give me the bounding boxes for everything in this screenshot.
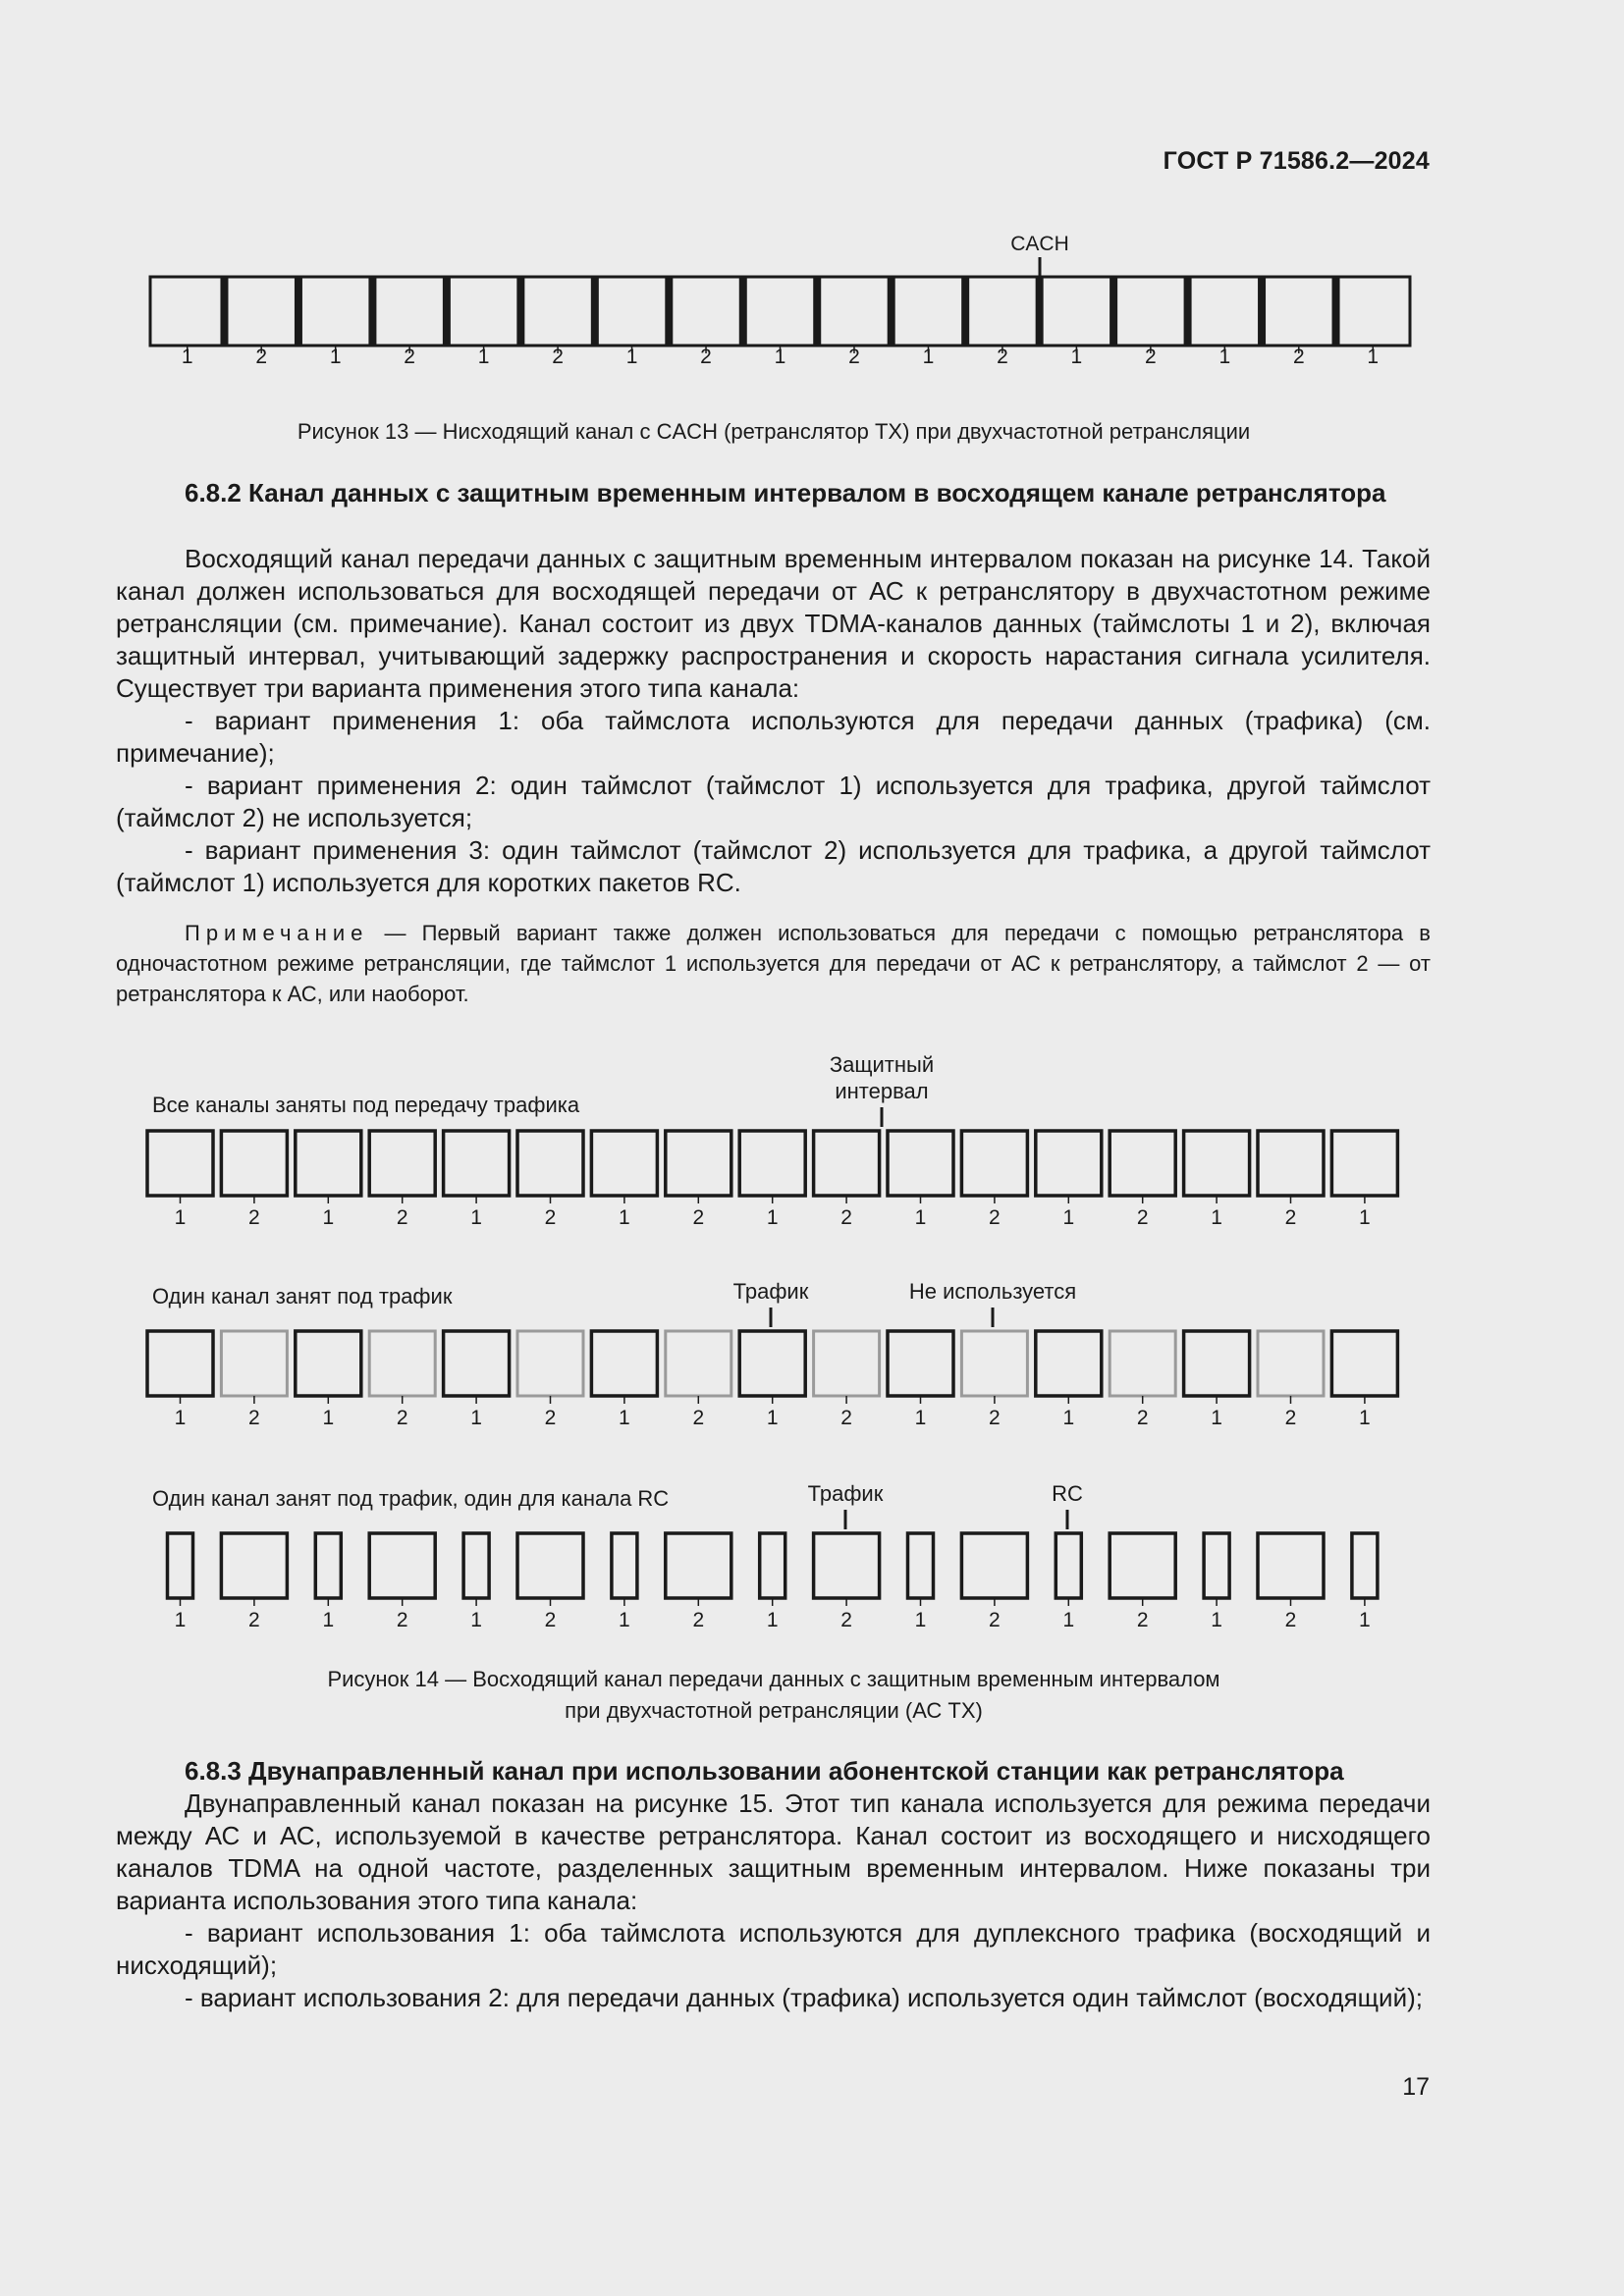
timeslot-box xyxy=(147,1131,213,1196)
slot-number-label: 1 xyxy=(1211,1609,1222,1631)
traffic-label: Трафик xyxy=(807,1481,884,1506)
slot-number-label: 2 xyxy=(692,1206,705,1229)
timeslot-box xyxy=(1258,1131,1324,1196)
timeslot-box xyxy=(1331,1331,1397,1396)
timeslot-box xyxy=(961,1331,1027,1396)
slot-number-label: 1 xyxy=(1359,1407,1371,1429)
slot-number-label: 2 xyxy=(544,1609,557,1631)
slot-number-label: 2 xyxy=(396,1206,408,1229)
list-item: - вариант использования 1: оба таймслота используются для дуплексного трафика (восходящий и нисходящий); xyxy=(116,1918,1431,1980)
slot-number-label: 1 xyxy=(619,1407,630,1429)
guard-interval-label-2: интервал xyxy=(835,1079,929,1103)
slot-number-label: 2 xyxy=(1284,1609,1297,1631)
timeslot-box xyxy=(1110,1131,1175,1196)
timeslot-box xyxy=(739,1131,805,1196)
page-number: 17 xyxy=(1402,2073,1430,2101)
timeslot-box xyxy=(221,1131,287,1196)
slot-number-label: 1 xyxy=(470,1609,482,1631)
section-683-title: 6.8.3 Двунаправленный канал при использовании абонентской станции как ретранслятора xyxy=(185,1756,1344,1786)
slot-number-label: 1 xyxy=(619,1609,630,1631)
slot-number-label: 2 xyxy=(248,1206,260,1229)
figure-14-caption xyxy=(116,1664,1432,1727)
slot-number-label: 2 xyxy=(997,346,1008,368)
slot-number-label: 1 xyxy=(470,1407,482,1429)
timeslot-box xyxy=(961,1131,1027,1196)
slot-number-label: 1 xyxy=(922,346,935,368)
slot-number-label: 2 xyxy=(989,1407,1001,1429)
timeslot-box xyxy=(612,1533,637,1598)
timeslot-box xyxy=(739,1331,805,1396)
frame-divider xyxy=(368,277,376,346)
frame-outline xyxy=(150,277,1410,346)
slot-number-label: 1 xyxy=(322,1407,335,1429)
section-682-title: 6.8.2 Канал данных с защитным временным интервалом в восходящем канале ретранслятора xyxy=(185,478,1386,507)
slot-number-label: 2 xyxy=(255,346,268,368)
timeslot-box xyxy=(888,1131,953,1196)
frame-divider xyxy=(665,277,673,346)
frame-divider xyxy=(220,277,228,346)
timeslot-box xyxy=(591,1131,657,1196)
timeslot-box xyxy=(1352,1533,1378,1598)
timeslot-box xyxy=(814,1533,880,1598)
slot-number-label: 2 xyxy=(989,1609,1001,1631)
timeslot-box xyxy=(760,1533,785,1598)
row3-label: Один канал занят под трафик, один для канала RC xyxy=(152,1486,670,1511)
list-item: - вариант применения 3: один таймслот (таймслот 2) используется для трафика, а другой таймслот (таймслот 1) используется для коротких пакетов RC. xyxy=(116,835,1431,897)
frame-divider xyxy=(1332,277,1340,346)
row1-label: Все каналы заняты под передачу трафика xyxy=(152,1093,580,1117)
frame-divider xyxy=(295,277,302,346)
figure-14-diagram xyxy=(0,1041,1624,1639)
slot-number-label: 1 xyxy=(1070,346,1083,368)
timeslot-box xyxy=(1258,1331,1324,1396)
slot-number-label: 1 xyxy=(766,1609,779,1631)
timeslot-box xyxy=(814,1331,880,1396)
slot-number-label: 1 xyxy=(766,1407,779,1429)
frame-divider xyxy=(1036,277,1044,346)
paragraph: Двунаправленный канал показан на рисунке 15. Этот тип канала используется для режима передачи между АС и АС, используемой в качестве ретранслятора. Канал состоит из восходящего и нисходящего каналов TDMA на одной частоте, разделенных защитным временным интервалом. Ниже показаны три варианта использования этого типа канала: xyxy=(116,1789,1431,1915)
slot-number-label: 2 xyxy=(840,1609,852,1631)
timeslot-box xyxy=(517,1131,583,1196)
list-item: - вариант применения 2: один таймслот (таймслот 1) используется для трафика, другой таймслот (таймслот 2) не используется; xyxy=(116,771,1431,832)
slot-number-label: 1 xyxy=(1211,1407,1222,1429)
slot-number-label: 2 xyxy=(692,1407,705,1429)
timeslot-box xyxy=(1110,1331,1175,1396)
timeslot-box xyxy=(369,1331,435,1396)
slot-number-label: 1 xyxy=(181,346,193,368)
slot-number-label: 1 xyxy=(1218,346,1231,368)
slot-number-label: 1 xyxy=(619,1206,630,1229)
timeslot-box xyxy=(814,1131,880,1196)
figure-13-diagram xyxy=(0,226,1624,373)
frame-divider xyxy=(813,277,821,346)
timeslot-box xyxy=(315,1533,341,1598)
timeslot-box xyxy=(444,1131,510,1196)
timeslot-box xyxy=(888,1331,953,1396)
frame-divider xyxy=(1110,277,1117,346)
frame-divider xyxy=(516,277,524,346)
slot-number-label: 2 xyxy=(248,1407,260,1429)
timeslot-box xyxy=(444,1331,510,1396)
slot-number-label: 2 xyxy=(396,1407,408,1429)
slot-number-label: 2 xyxy=(692,1609,705,1631)
timeslot-box xyxy=(221,1533,287,1598)
list-item: - вариант применения 1: оба таймслота используются для передачи данных (трафика) (см. примечание); xyxy=(116,706,1431,768)
slot-number-label: 1 xyxy=(625,346,638,368)
slot-number-label: 1 xyxy=(1062,1206,1075,1229)
row2-label: Один канал занят под трафик xyxy=(152,1284,453,1308)
slot-number-label: 1 xyxy=(774,346,786,368)
section-683-body xyxy=(116,1788,1431,2014)
guard-interval-label: Защитный xyxy=(829,1052,935,1077)
slot-number-label: 2 xyxy=(1145,346,1157,368)
slot-number-label: 1 xyxy=(1062,1609,1075,1631)
caption-line: Рисунок 14 — Восходящий канал передачи данных с защитным временным интервалом xyxy=(327,1667,1220,1691)
paragraph: Восходящий канал передачи данных с защитным временным интервалом показан на рисунке 14. Такой канал должен использоваться для восходящей передачи от АС к ретранслятору в двухчастотном режиме ретрансляции (см. примечание). Канал состоит из двух TDMA-каналов данных (таймслоты 1 и 2), включая защитный интервал, учитывающий задержку распространения и скорость нарастания сигнала усилителя. Существует три варианта применения этого типа канала: xyxy=(116,544,1431,703)
slot-number-label: 2 xyxy=(544,1407,557,1429)
frame-divider xyxy=(1184,277,1192,346)
timeslot-box xyxy=(296,1131,361,1196)
timeslot-box xyxy=(1331,1131,1397,1196)
timeslot-box xyxy=(369,1131,435,1196)
slot-number-label: 2 xyxy=(396,1609,408,1631)
note-text: — Первый вариант также должен использоваться для передачи с помощью ретранслятора в одночастотном режиме ретрансляции, где таймслот 1 используется для передачи от АС к ретранслятору, а таймслот 2 — от ретранслятора к АС, или наоборот. xyxy=(116,921,1431,1006)
timeslot-box xyxy=(1036,1131,1102,1196)
timeslot-box xyxy=(369,1533,435,1598)
traffic-label: Трафик xyxy=(732,1279,809,1304)
slot-number-label: 1 xyxy=(174,1407,187,1429)
slot-number-label: 1 xyxy=(322,1206,335,1229)
timeslot-box xyxy=(147,1331,213,1396)
timeslot-box xyxy=(591,1331,657,1396)
slot-number-label: 1 xyxy=(174,1206,187,1229)
caption-line: при двухчастотной ретрансляции (АС TX) xyxy=(565,1698,983,1723)
document-header: ГОСТ Р 71586.2—2024 xyxy=(1163,147,1430,175)
slot-number-label: 2 xyxy=(700,346,712,368)
slot-number-label: 2 xyxy=(248,1609,260,1631)
slot-number-label: 1 xyxy=(914,1407,927,1429)
timeslot-box xyxy=(1184,1131,1250,1196)
frame-divider xyxy=(739,277,747,346)
slot-number-label: 1 xyxy=(766,1206,779,1229)
timeslot-box xyxy=(168,1533,193,1598)
timeslot-box xyxy=(296,1331,361,1396)
frame-divider xyxy=(1258,277,1266,346)
timeslot-box xyxy=(1184,1331,1250,1396)
frame-divider xyxy=(591,277,599,346)
list-item: - вариант использования 2: для передачи данных (трафика) используется один таймслот (восходящий); xyxy=(185,1983,1423,2012)
slot-number-label: 2 xyxy=(1284,1407,1297,1429)
timeslot-box xyxy=(517,1533,583,1598)
frame-divider xyxy=(888,277,895,346)
note xyxy=(116,918,1431,1009)
slot-number-label: 1 xyxy=(1359,1609,1371,1631)
note-label: Примечание xyxy=(185,921,369,945)
slot-number-label: 1 xyxy=(1367,346,1380,368)
cach-label: CACH xyxy=(1010,233,1069,255)
timeslot-box xyxy=(1056,1533,1081,1598)
slot-number-label: 1 xyxy=(470,1206,482,1229)
slot-number-label: 1 xyxy=(174,1609,187,1631)
slot-number-label: 2 xyxy=(552,346,564,368)
timeslot-box xyxy=(1204,1533,1229,1598)
slot-number-label: 2 xyxy=(848,346,860,368)
slot-number-label: 2 xyxy=(1136,1407,1149,1429)
timeslot-box xyxy=(961,1533,1027,1598)
frame-divider xyxy=(961,277,969,346)
slot-number-label: 2 xyxy=(1136,1206,1149,1229)
timeslot-box xyxy=(1110,1533,1175,1598)
frame-divider xyxy=(443,277,451,346)
timeslot-box xyxy=(666,1131,731,1196)
slot-number-label: 1 xyxy=(914,1206,927,1229)
timeslot-box xyxy=(908,1533,934,1598)
slot-number-label: 1 xyxy=(1211,1206,1222,1229)
slot-number-label: 2 xyxy=(840,1407,852,1429)
slot-number-label: 1 xyxy=(1062,1407,1075,1429)
slot-number-label: 1 xyxy=(322,1609,335,1631)
timeslot-box xyxy=(666,1331,731,1396)
timeslot-box xyxy=(1258,1533,1324,1598)
timeslot-box xyxy=(1036,1331,1102,1396)
timeslot-box xyxy=(666,1533,731,1598)
slot-number-label: 1 xyxy=(329,346,342,368)
slot-number-label: 2 xyxy=(1284,1206,1297,1229)
section-682-body xyxy=(116,543,1431,899)
slot-number-label: 2 xyxy=(840,1206,852,1229)
figure-13-caption: Рисунок 13 — Нисходящий канал с CACH (ретранслятор TX) при двухчастотной ретрансляции xyxy=(297,419,1251,444)
slot-number-label: 2 xyxy=(544,1206,557,1229)
rc-label: RC xyxy=(1052,1481,1083,1506)
unused-label: Не используется xyxy=(908,1279,1077,1304)
slot-number-label: 1 xyxy=(1359,1206,1371,1229)
timeslot-box xyxy=(221,1331,287,1396)
slot-number-label: 2 xyxy=(989,1206,1001,1229)
timeslot-box xyxy=(517,1331,583,1396)
timeslot-box xyxy=(463,1533,489,1598)
slot-number-label: 2 xyxy=(404,346,415,368)
slot-number-label: 2 xyxy=(1292,346,1305,368)
slot-number-label: 1 xyxy=(477,346,490,368)
slot-number-label: 1 xyxy=(914,1609,927,1631)
slot-number-label: 2 xyxy=(1136,1609,1149,1631)
